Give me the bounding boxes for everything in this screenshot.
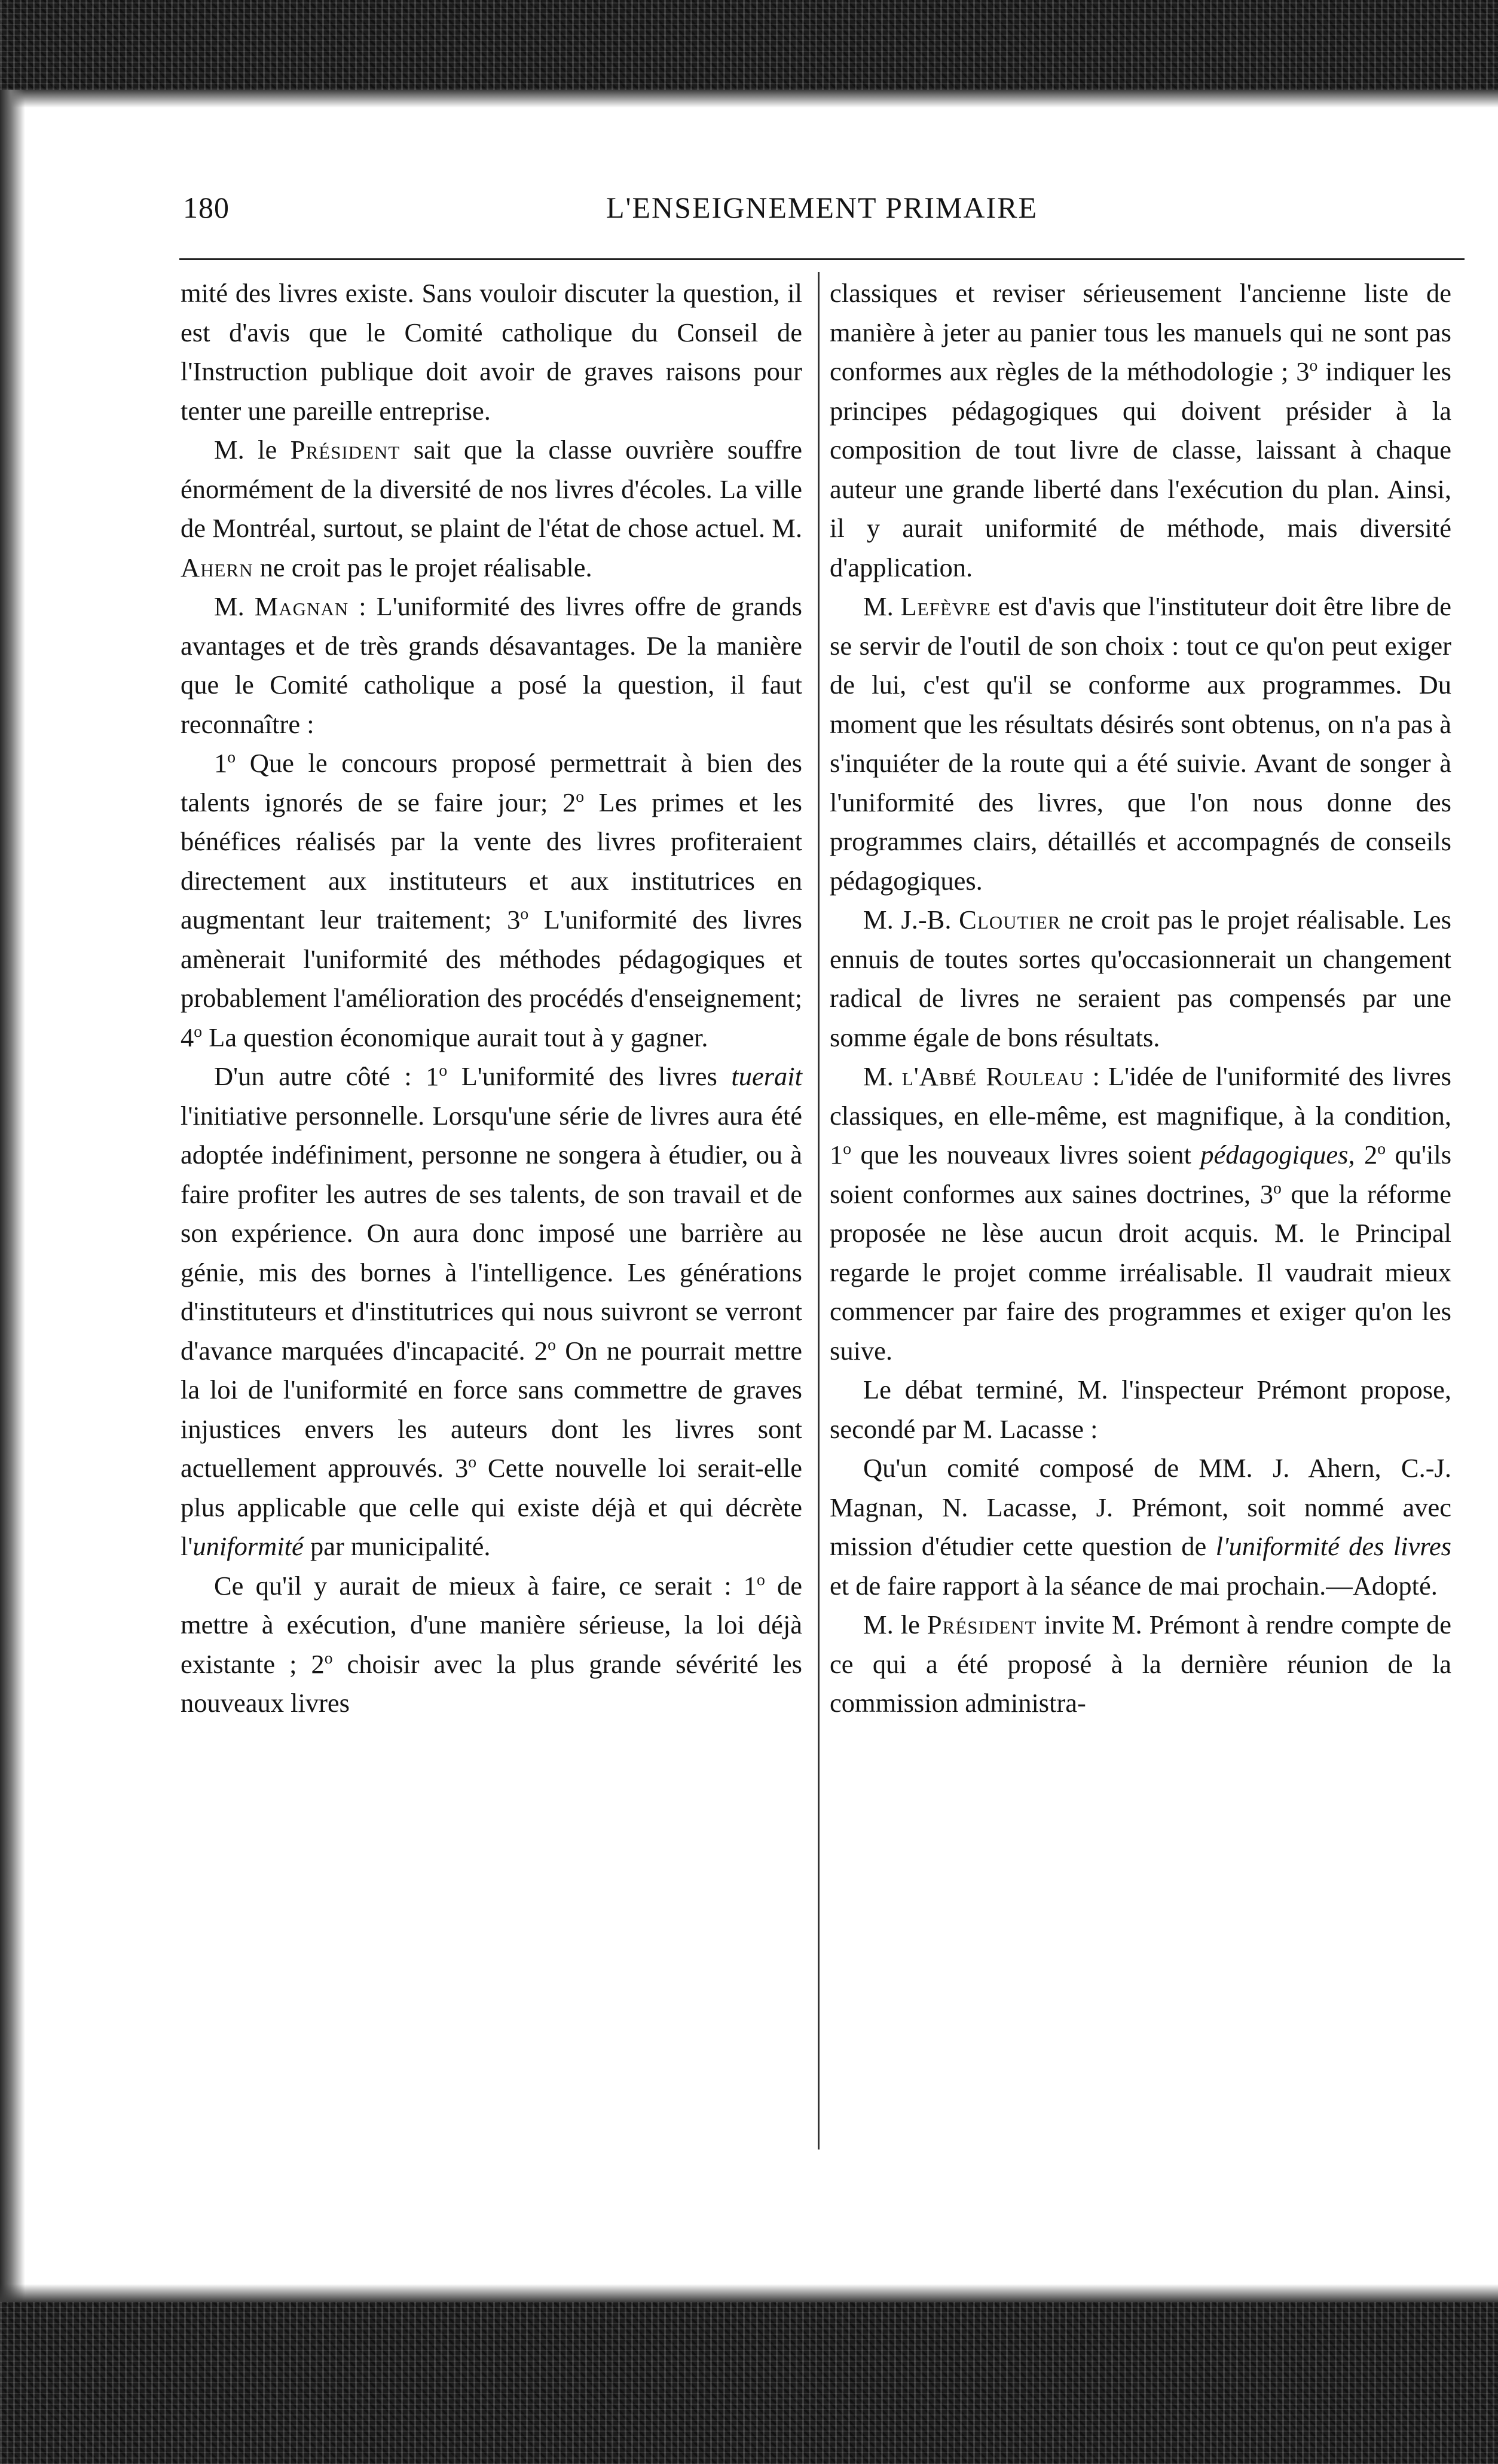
running-head xyxy=(179,190,1465,238)
speaker-name: Ahern xyxy=(181,552,253,582)
speaker-name: Cloutier xyxy=(959,905,1061,935)
speaker-name: Magnan xyxy=(254,591,349,621)
scan-border-top xyxy=(0,0,1498,90)
left-column xyxy=(181,274,802,1723)
page-title: L'ENSEIGNEMENT PRIMAIRE xyxy=(606,191,1038,224)
paragraph: M. Magnan : L'uniformité des livres offre de grands avantages et de très grands désavantages. De la manière que le Comité catholique a posé la question, il faut reconnaître : xyxy=(181,591,802,739)
speaker-name: Lefèvre xyxy=(900,591,991,621)
paragraph: D'un autre côté : 1$^o$ L'uniformité des livres tuerait l'initiative personnelle. Lorsqu'une série de livres aura été adoptée indéfiniment, personne ne songera à étudier, ou à faire profiter les autres de ses talents, de son travail et de son expérience. On aura donc imposé une barrière au génie, mis des bornes à l'intelligence. Les générations d'instituteurs et d'institutrices qui nous suivront se verront d'avance marquées d'incapacité. 2$^o$ On ne pourrait mettre la loi de l'uniformité en force sans commettre de graves injustices envers les auteurs dont les livres sont actuellement approuvés. 3$^o$ Cette nouvelle loi serait-elle plus applicable que celle qui existe déjà et qui décrète l'uniformité par municipalité. xyxy=(181,1061,802,1561)
paragraph: classiques et reviser sérieusement l'ancienne liste de manière à jeter au panier tous les manuels qui ne sont pas conformes aux règles de la méthodologie ; 3$^o$ indiquer les principes pédagogiques qui doivent présider à la composition de tout livre de classe, laissant à chaque auteur une grande liberté dans l'exécution du plan. Ainsi, il y aurait uniformité de méthode, mais diversité d'application. xyxy=(830,278,1451,582)
paragraph: Le débat terminé, M. l'inspecteur Prémont propose, secondé par M. Lacasse : xyxy=(830,1375,1451,1444)
paragraph: 1$^o$ Que le concours proposé permettrait à bien des talents ignorés de se faire jour; 2$^o$ Les primes et les bénéfices réalisés par la vente des livres profiteraient directement aux instituteurs et aux institutrices en augmentant leur traitement; 3$^o$ L'uniformité des livres amènerait l'uniformité des méthodes pédagogiques et probablement l'amélioration des procédés d'enseignement; 4$^o$ La question économique aurait tout à y gagner. xyxy=(181,747,802,1052)
right-column xyxy=(830,274,1451,1723)
header-rule xyxy=(179,258,1465,260)
paragraph: M. Lefèvre est d'avis que l'instituteur doit être libre de se servir de l'outil de son choix : tout ce qu'on peut exiger de lui, c'est qu'il se conforme aux programmes. Du moment que les résultats désirés sont obtenus, on n'a pas à s'inquiéter de la route qui a été suivie. Avant de songer à l'uniformité des livres, que l'on nous donne des programmes clairs, détaillés et accompagnés de conseils pédagogiques. xyxy=(830,591,1451,896)
paragraph: M. l'Abbé Rouleau : L'idée de l'uniformité des livres classiques, en elle-même, est magnifique, à la condition, 1$^o$ que les nouveaux livres soient pédagogiques, 2$^o$ qu'ils soient conformes aux saines doctrines, 3$^o$ que la réforme proposée ne lèse aucun droit acquis. M. le Principal regarde le projet comme irréalisable. Il vaudrait mieux commencer par faire des programmes et exiger qu'on les suive. xyxy=(830,1061,1452,1366)
page-number: 180 xyxy=(183,191,230,224)
scan-border-bottom xyxy=(0,2302,1498,2464)
paragraph: Qu'un comité composé de MM. J. Ahern, C.-J. Magnan, N. Lacasse, J. Prémont, soit nommé avec mission d'étudier cette question de l'uniformité des livres et de faire rapport à la séance de mai prochain.—Adopté. xyxy=(830,1453,1451,1601)
paragraph: M. J.-B. Cloutier ne croit pas le projet réalisable. Les ennuis de toutes sortes qu'occasionnerait un changement radical de livres ne seraient pas compensés par une somme égale de bons résultats. xyxy=(830,905,1451,1052)
column-divider xyxy=(818,272,820,2149)
paragraph: Ce qu'il y aurait de mieux à faire, ce serait : 1$^o$ de mettre à exécution, d'une manière sérieuse, la loi déjà existante ; 2$^o$ choisir avec la plus grande sévérité les nouveaux livres xyxy=(181,1570,802,1718)
paragraph: M. le Président invite M. Prémont à rendre compte de ce qui a été proposé à la dernière réunion de la commission administra- xyxy=(830,1610,1452,1718)
speaker-name: Président xyxy=(927,1610,1037,1639)
speaker-name: l'Abbé Rouleau xyxy=(901,1061,1084,1091)
paragraph: M. le Président sait que la classe ouvrière souffre énormément de la diversité de nos livres d'écoles. La ville de Montréal, surtout, se plaint de l'état de chose actuel. M. Ahern ne croit pas le projet réalisable. xyxy=(181,435,803,582)
scan-border-left xyxy=(0,90,25,2314)
speaker-name: Président xyxy=(290,435,401,465)
paragraph: mité des livres existe. Sans vouloir discuter la question, il est d'avis que le Comité catholique du Conseil de l'Instruction publique doit avoir de graves raisons pour tenter une pareille entreprise. xyxy=(181,278,802,426)
